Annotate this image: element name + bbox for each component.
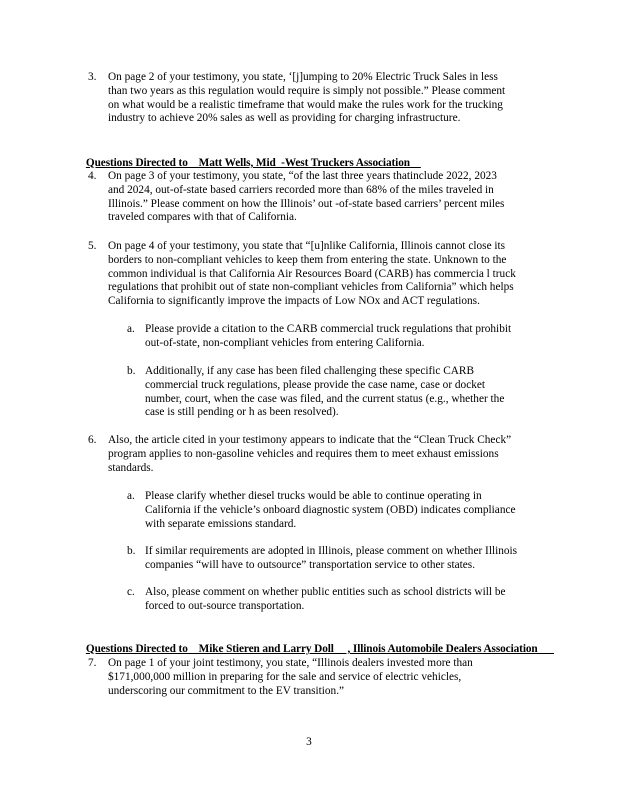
question-6a (127, 490, 537, 531)
heading-text: Questions Directed to Matt Wells, Mid -West Truckers Association (85, 156, 421, 169)
sub-text: If similar requirements are adopted in Illinois, please comment on whether Illinois companies “will have to outsource” transportation service to other states. (145, 545, 518, 571)
sub-letter: b. (127, 365, 136, 377)
sub-text: Please clarify whether diesel trucks would be able to continue operating in California if the vehicle’s onboard diagnostic system (OBD) indicates compliance with separate emissions standard. (145, 490, 516, 530)
sub-text: Additionally, if any case has been filed challenging these specific CARB commercial truck regulations, please provide the case name, case or docket number, court, when the case was filed, and the current status (e.g., whether the case is still pending or h as been resolved). (145, 365, 505, 419)
question-text: On page 2 of your testimony, you state, ‘[j]umping to 20% Electric Truck Sales in less than two years as this regulation would require is simply not possible.” Please comment on what would be a realistic timeframe that would make the rules work for the trucking industry to achieve 20% sales as well as providing for charging infrastructure. (108, 71, 506, 125)
question-number: 5. (88, 240, 97, 252)
question-4 (88, 170, 538, 225)
question-7 (88, 657, 538, 698)
question-5a (127, 323, 537, 351)
sub-text: Please provide a citation to the CARB commercial truck regulations that prohibit out-of-state, non-compliant vehicles from entering California. (145, 323, 512, 349)
question-text: On page 3 of your testimony, you state, “of the last three years thatinclude 2022, 2023 and 2024, out-of-state based carriers recorded more than 68% of the miles traveled in Illinois.” Please comment on how the Illinois’ out -of-state based carriers’ percent miles traveled compares with that of California. (108, 170, 505, 224)
question-5 (88, 240, 538, 309)
sub-letter: b. (127, 545, 136, 557)
sub-text: Also, please comment on whether public entities such as school districts will be forced to out-source transportation. (145, 586, 506, 612)
question-text: On page 4 of your testimony, you state that “[u]nlike California, Illinois cannot close its borders to non-compliant vehicles to keep them from entering the state. Unknown to the common individual is that California Air Resources Board (CARB) has commercia l truck regulations that prohibit out of state non-compliant vehicles from California” which helps California to significantly improve the impacts of Low NOx and ACT regulations. (108, 240, 516, 308)
question-text: On page 1 of your joint testimony, you state, “Illinois dealers invested more than $171,000,000 million in preparing for the sale and service of electric vehicles, underscoring our commitment to the EV transition.” (108, 657, 473, 697)
question-number: 6. (88, 434, 97, 446)
question-3 (88, 71, 538, 126)
sub-letter: c. (127, 586, 135, 598)
question-text: Also, the article cited in your testimony appears to indicate that the “Clean Truck Check” program applies to non-gasoline vehicles and requires them to meet exhaust emissions standards. (108, 434, 512, 474)
question-5b (127, 365, 537, 420)
question-6b (127, 545, 537, 573)
question-number: 7. (88, 657, 97, 669)
page-number: 3 (306, 736, 312, 748)
sub-letter: a. (127, 323, 135, 335)
question-number: 3. (88, 71, 97, 83)
heading-text: Questions Directed to Mike Stieren and Larry Doll , Illinois Automobile Dealers Association (85, 642, 554, 655)
question-6 (88, 434, 538, 475)
question-number: 4. (88, 170, 97, 182)
sub-letter: a. (127, 490, 135, 502)
question-6c (127, 586, 537, 614)
